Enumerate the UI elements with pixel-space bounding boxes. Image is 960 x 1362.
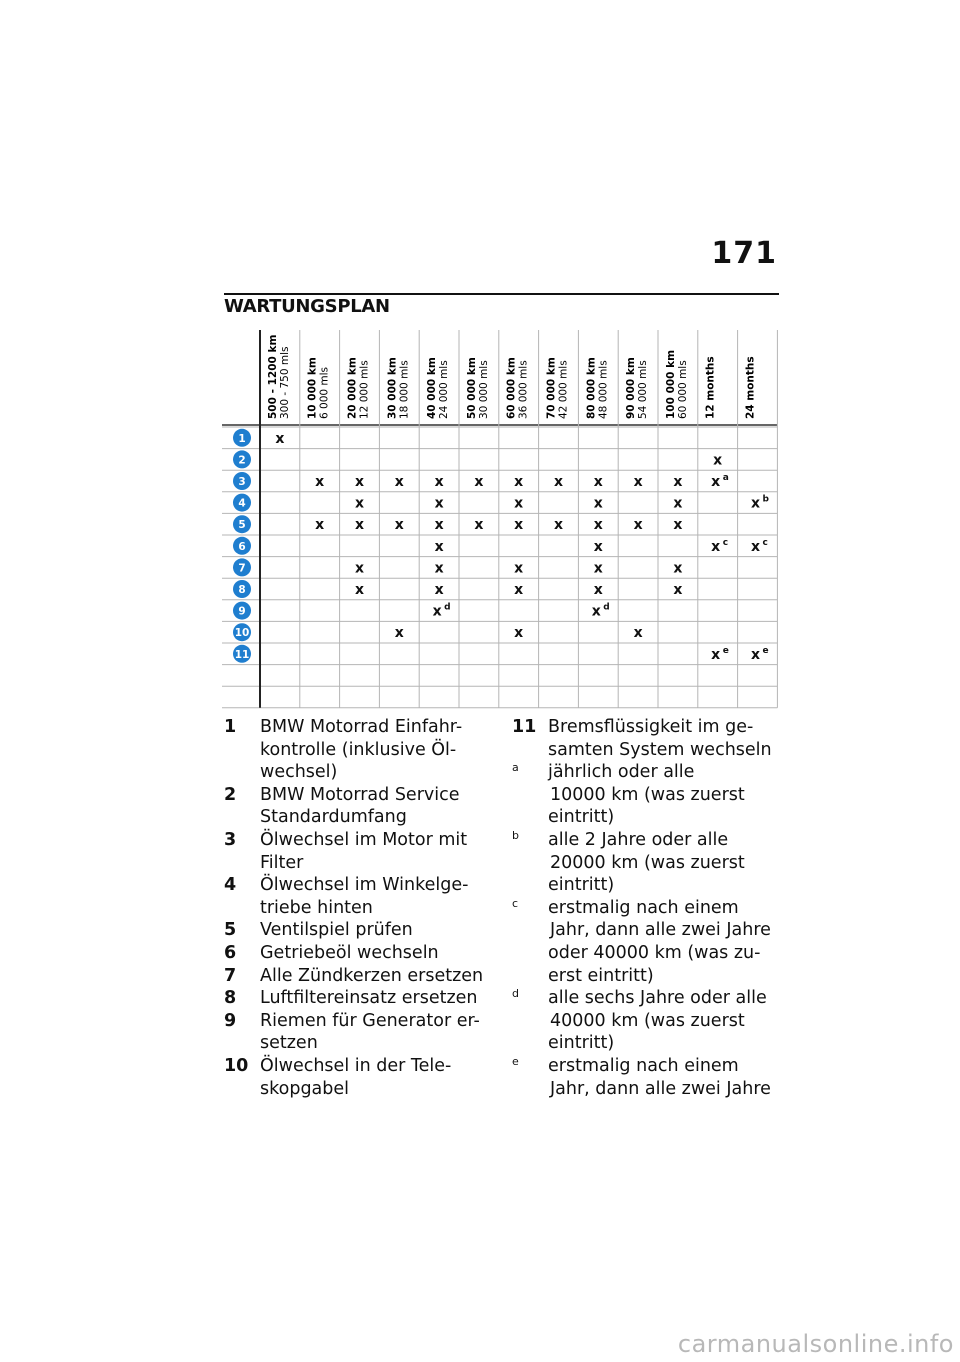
- footnote-text-line: eintritt): [548, 807, 615, 828]
- schedule-mark: x: [593, 474, 603, 490]
- column-header: [745, 356, 757, 419]
- legend-item: [224, 829, 494, 874]
- column-header-km: 500 - 1200 km: [266, 334, 279, 419]
- legend-right: [512, 716, 787, 1100]
- row-number-label: 11: [234, 648, 250, 661]
- legend-text: [260, 965, 494, 988]
- footnote-text: [548, 761, 787, 829]
- legend-number: 6: [224, 942, 237, 963]
- section-title: WARTUNGSPLAN: [224, 296, 390, 317]
- column-header-mls: 18 000 mls: [398, 360, 411, 419]
- legend-text: [260, 919, 494, 942]
- column-header-mls: 6 000 mls: [318, 366, 331, 419]
- column-header-mls: 300 - 750 mls: [278, 346, 291, 419]
- footnote-text-line: oder 40000 km (was zu-: [548, 942, 761, 963]
- footnote-text-line: erstmalig nach einem: [548, 897, 739, 918]
- row-number-label: 3: [238, 476, 246, 488]
- legend-item: [224, 784, 494, 829]
- schedule-mark: x: [514, 582, 524, 598]
- footnote-text-line: 40000 km (was zuerst: [550, 1010, 745, 1031]
- schedule-mark: x: [432, 603, 442, 620]
- column-header: [585, 357, 609, 419]
- column-header-km: 30 000 km: [386, 357, 399, 419]
- legend-text: [548, 716, 787, 761]
- footnote-text-line: alle 2 Jahre oder alle: [548, 829, 729, 850]
- schedule-mark-footnote: e: [762, 645, 769, 656]
- schedule-mark: x: [434, 495, 444, 512]
- schedule-mark: x: [593, 517, 603, 534]
- schedule-mark-footnote: c: [722, 537, 729, 548]
- footnote-text: [548, 829, 787, 897]
- column-header-mls: 30 000 mls: [477, 360, 490, 419]
- legend-text: [260, 1055, 494, 1100]
- schedule-mark: x: [474, 517, 484, 534]
- schedule-mark: x: [711, 474, 721, 490]
- legend-text-line: Standardumfang: [260, 807, 407, 828]
- schedule-mark: x: [673, 474, 683, 490]
- legend-item: [224, 987, 494, 1010]
- row-number-label: 10: [234, 627, 250, 640]
- legend-number: 7: [224, 965, 237, 986]
- schedule-mark: x: [711, 538, 721, 555]
- legend-item: [224, 919, 494, 942]
- footnote-text-line: erst eintritt): [548, 965, 654, 986]
- footnote-text-line: 20000 km (was zuerst: [550, 852, 745, 873]
- footnote: [512, 897, 787, 987]
- legend-text-line: Ölwechsel in der Tele-: [260, 1055, 452, 1076]
- schedule-mark: x: [713, 452, 723, 469]
- schedule-mark: x: [514, 495, 524, 512]
- schedule-mark: x: [354, 474, 365, 490]
- row-number-label: 6: [238, 540, 246, 553]
- legend-text: [260, 987, 494, 1010]
- footnote-text-line: Jahr, dann alle zwei Jahre: [550, 1078, 771, 1099]
- schedule-mark: x: [591, 603, 601, 620]
- schedule-mark: x: [434, 474, 444, 490]
- legend-text-line: samten System wechseln: [548, 739, 772, 760]
- footnote: [512, 829, 787, 897]
- column-header-km: 50 000 km: [465, 357, 478, 419]
- column-header-mls: 42 000 mls: [557, 360, 570, 419]
- schedule-mark: x: [514, 625, 524, 642]
- legend-number: 10: [224, 1055, 249, 1076]
- column-header-mls: 36 000 mls: [517, 360, 530, 419]
- column-header: [625, 357, 649, 419]
- column-header-km: 12 months: [704, 356, 717, 419]
- schedule-mark: x: [593, 560, 603, 577]
- footnote-text-line: erstmalig nach einem: [548, 1055, 739, 1076]
- schedule-mark: x: [315, 474, 325, 490]
- legend-text: [260, 1010, 494, 1055]
- schedule-mark: x: [750, 538, 761, 555]
- footnote-text: [548, 987, 787, 1055]
- schedule-mark: x: [354, 582, 365, 598]
- legend-text-line: Filter: [260, 852, 304, 873]
- footnote-mark: d: [512, 987, 519, 1001]
- column-header-km: 70 000 km: [545, 357, 558, 419]
- schedule-mark: x: [434, 560, 444, 577]
- footnote-mark: c: [512, 896, 519, 910]
- schedule-mark: x: [553, 474, 564, 490]
- footnote-text: [548, 1055, 787, 1100]
- legend-text-line: Ventilspiel prüfen: [260, 920, 413, 941]
- legend-text-line: Ölwechsel im Motor mit: [260, 829, 468, 850]
- legend-text-line: BMW Motorrad Einfahr-: [260, 717, 463, 737]
- footnote-text-line: eintritt): [548, 875, 615, 896]
- column-header: [506, 357, 530, 419]
- column-header-mls: 54 000 mls: [637, 360, 650, 419]
- legend-text: [260, 874, 494, 919]
- legend-left: [224, 716, 494, 1100]
- schedule-mark: x: [750, 646, 761, 663]
- schedule-mark-footnote: c: [762, 537, 768, 548]
- column-header-km: 24 months: [744, 356, 757, 419]
- column-header-km: 90 000 km: [625, 357, 638, 419]
- legend-text-line: kontrolle (inklusive Öl-: [260, 739, 457, 760]
- legend-text-line: Luftfiltereinsatz ersetzen: [260, 988, 478, 1009]
- footnote-text-line: Jahr, dann alle zwei Jahre: [550, 920, 771, 941]
- column-header: [546, 357, 570, 419]
- schedule-mark: x: [514, 474, 524, 490]
- column-header: [267, 335, 291, 419]
- legend-text-line: Alle Zündkerzen ersetzen: [260, 965, 484, 986]
- legend-text: [260, 829, 494, 874]
- column-header: [307, 357, 331, 419]
- schedule-mark-footnote: e: [722, 645, 729, 656]
- legend-item: [512, 716, 787, 761]
- schedule-mark: x: [593, 538, 603, 555]
- row-number-label: 4: [238, 497, 246, 510]
- footnote: [512, 987, 787, 1055]
- legend-text: [260, 716, 494, 784]
- legend-text: [260, 784, 494, 829]
- schedule-mark: x: [474, 474, 484, 490]
- schedule-mark: x: [434, 582, 444, 598]
- legend-item: [224, 965, 494, 988]
- footnote-text-line: jährlich oder alle: [548, 762, 695, 783]
- schedule-mark: x: [553, 517, 564, 534]
- column-header-km: 100 000 km: [664, 349, 677, 419]
- column-header-km: 10 000 km: [306, 357, 319, 419]
- row-number-label: 2: [238, 454, 246, 467]
- footnote-text-line: eintritt): [548, 1033, 615, 1054]
- legend-text-line: Riemen für Generator er-: [260, 1010, 480, 1031]
- row-number-label: 8: [238, 584, 246, 596]
- column-header-km: 60 000 km: [505, 357, 518, 419]
- schedule-mark-footnote: a: [722, 473, 729, 483]
- legend-item: [224, 1010, 494, 1055]
- column-header-mls: 48 000 mls: [597, 360, 610, 419]
- legend-item: [224, 716, 494, 784]
- schedule-mark: x: [275, 430, 285, 447]
- schedule-mark: x: [394, 625, 404, 642]
- schedule-mark: x: [514, 517, 524, 534]
- schedule-mark: x: [673, 517, 683, 534]
- footnote-text-line: alle sechs Jahre oder alle: [548, 988, 767, 1009]
- schedule-mark: x: [633, 474, 643, 490]
- schedule-mark: x: [354, 495, 365, 512]
- schedule-mark-footnote: b: [762, 494, 769, 505]
- column-header-km: 80 000 km: [585, 357, 598, 419]
- column-header: [386, 357, 410, 419]
- watermark: carmanualsonline.info: [677, 1330, 954, 1358]
- column-header: [665, 350, 689, 419]
- column-header-km: 20 000 km: [346, 357, 359, 419]
- schedule-mark: x: [354, 560, 365, 577]
- schedule-mark: x: [434, 538, 444, 555]
- schedule-mark-footnote: d: [603, 602, 610, 613]
- page-number: 171: [711, 236, 777, 271]
- schedule-mark: x: [394, 517, 404, 534]
- legend-number: 1: [224, 717, 237, 737]
- schedule-mark: x: [434, 517, 444, 534]
- column-header-mls: 60 000 mls: [676, 360, 689, 419]
- column-header: [705, 356, 717, 419]
- legend-text-line: Ölwechsel im Winkelge-: [260, 875, 469, 896]
- column-header-km: 40 000 km: [426, 357, 439, 419]
- legend-item: [224, 874, 494, 919]
- schedule-mark: x: [394, 474, 404, 490]
- column-header: [466, 357, 490, 419]
- schedule-mark: x: [514, 560, 524, 577]
- legend-item: [224, 1055, 494, 1100]
- footnote-mark: b: [512, 828, 519, 842]
- legend-text-line: triebe hinten: [260, 897, 373, 918]
- schedule-mark: x: [673, 560, 683, 577]
- schedule-mark: x: [633, 625, 643, 642]
- footnote: [512, 1055, 787, 1100]
- schedule-mark: x: [673, 582, 683, 598]
- legend-number: 5: [224, 920, 237, 941]
- schedule-mark: x: [711, 646, 721, 663]
- legend-item: [224, 942, 494, 965]
- schedule-mark: x: [315, 517, 325, 534]
- footnote-mark: e: [512, 1054, 519, 1068]
- footnote-text-line: 10000 km (was zuerst: [550, 784, 745, 805]
- legend-number: 11: [512, 717, 537, 737]
- legend-text-line: wechsel): [260, 762, 338, 783]
- footnote: [512, 761, 787, 829]
- column-header-mls: 12 000 mls: [358, 360, 371, 419]
- schedule-mark-footnote: d: [444, 602, 451, 613]
- legend-text-line: setzen: [260, 1033, 318, 1054]
- footnote-mark: a: [512, 761, 519, 775]
- schedule-mark: x: [633, 517, 643, 534]
- column-header-mls: 24 000 mls: [438, 360, 451, 419]
- row-number-label: 7: [238, 562, 246, 575]
- row-number-label: 5: [238, 519, 246, 532]
- legend-text-line: Bremsflüssigkeit im ge-: [548, 717, 754, 737]
- legend-text-line: skopgabel: [260, 1078, 350, 1099]
- legend-text-line: Getriebeöl wechseln: [260, 942, 439, 963]
- legend-number: 9: [224, 1010, 237, 1031]
- legend-number: 3: [224, 829, 237, 850]
- column-header: [426, 357, 450, 419]
- legend-text-line: BMW Motorrad Service: [260, 784, 460, 805]
- schedule-mark: x: [750, 495, 761, 512]
- legend-number: 4: [224, 875, 237, 896]
- schedule-mark: x: [673, 495, 683, 512]
- schedule-mark: x: [354, 517, 365, 534]
- row-number-label: 9: [238, 605, 246, 618]
- row-number-label: 1: [238, 432, 246, 445]
- legend-text: [260, 942, 494, 965]
- column-header: [347, 357, 371, 419]
- schedule-mark: x: [593, 582, 603, 598]
- legend-number: 8: [224, 988, 237, 1009]
- footnote-text: [548, 897, 787, 987]
- legend-number: 2: [224, 784, 237, 805]
- schedule-mark: x: [593, 495, 603, 512]
